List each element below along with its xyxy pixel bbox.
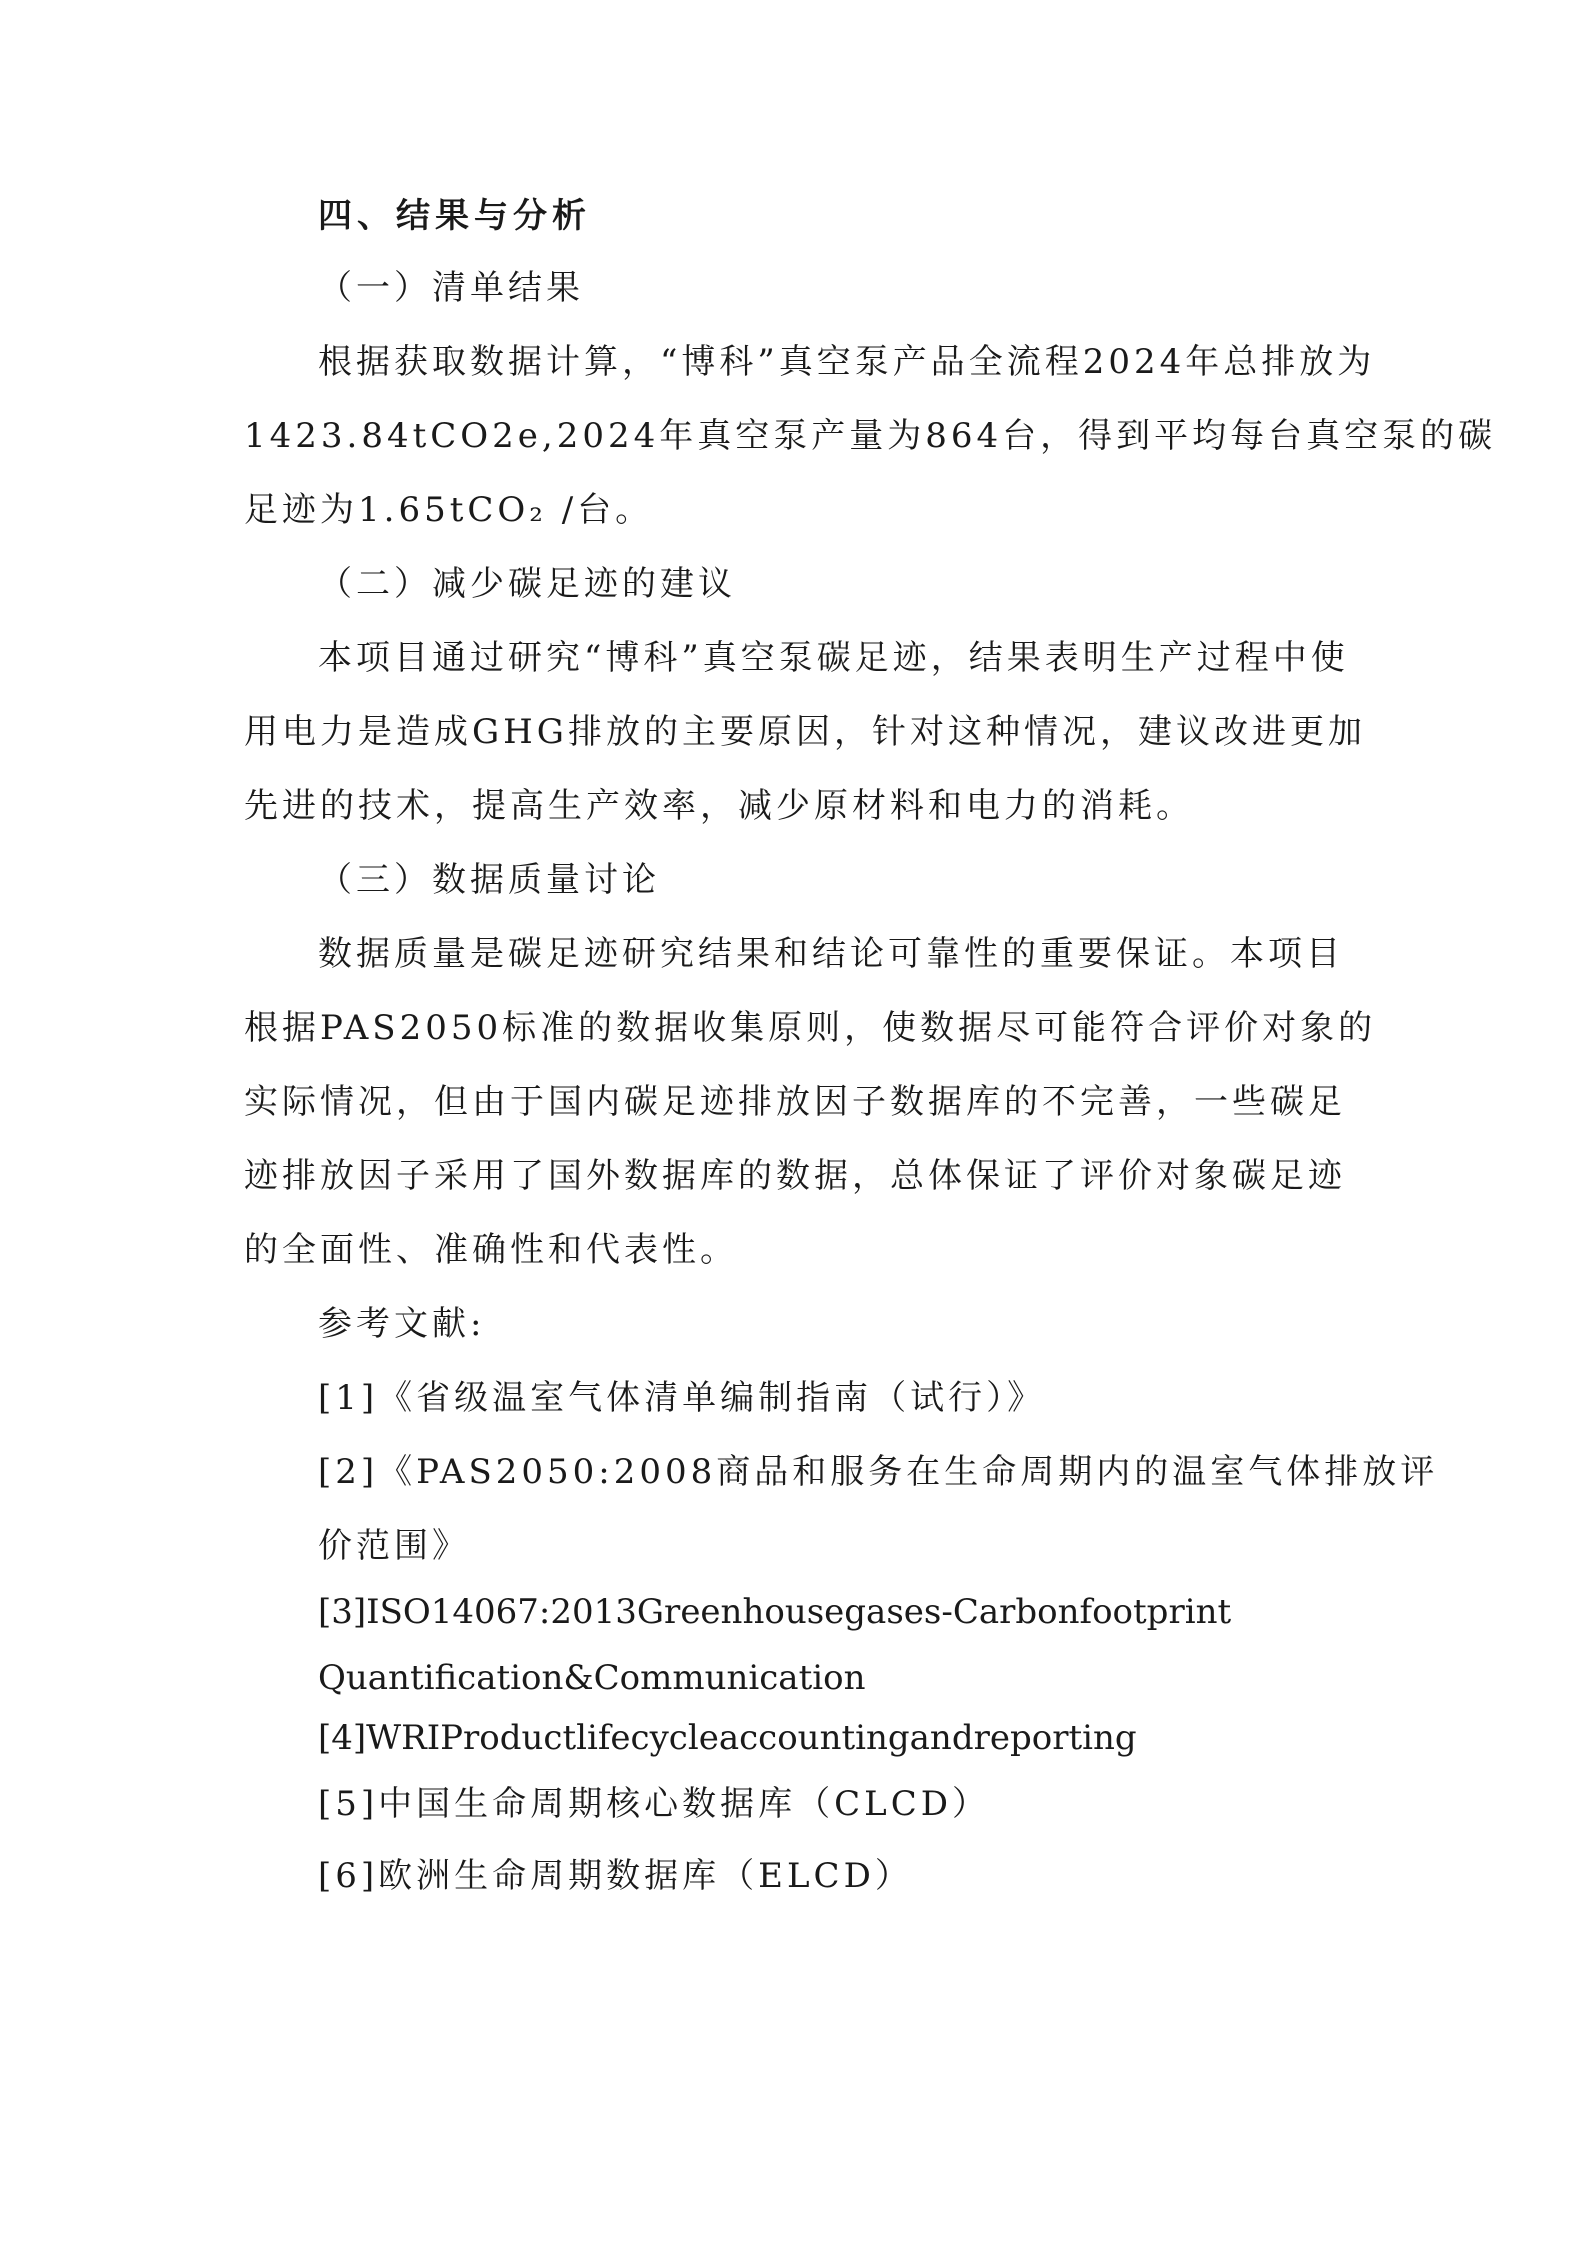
inventory-paragraph-line: 根据获取数据计算，“博科”真空泵产品全流程2024年总排放为 bbox=[318, 342, 1376, 382]
inventory-subheading: （一）清单结果 bbox=[318, 268, 584, 308]
reference-item: [1]《省级温室气体清单编制指南（试行）》 bbox=[318, 1378, 1046, 1418]
section-heading: 四、结果与分析 bbox=[318, 196, 591, 236]
reference-item-continuation: Quantification&Communication bbox=[318, 1658, 866, 1698]
reference-item: [2]《PAS2050:2008商品和服务在生命周期内的温室气体排放评 bbox=[318, 1452, 1439, 1492]
data-quality-subheading: （三）数据质量讨论 bbox=[318, 860, 660, 900]
reference-item-continuation: 价范围》 bbox=[318, 1526, 470, 1566]
reference-item: [6]欧洲生命周期数据库（ELCD） bbox=[318, 1856, 913, 1896]
suggestions-paragraph-line: 本项目通过研究“博科”真空泵碳足迹，结果表明生产过程中使 bbox=[318, 638, 1349, 678]
reference-item: [4]WRIProductlifecycleaccountingandreporting bbox=[318, 1718, 1137, 1758]
reference-item: [3]ISO14067:2013Greenhousegases-Carbonfootprint bbox=[318, 1592, 1232, 1632]
suggestions-paragraph-line: 先进的技术，提高生产效率，减少原材料和电力的消耗。 bbox=[244, 786, 1194, 826]
suggestions-subheading: （二）减少碳足迹的建议 bbox=[318, 564, 736, 604]
suggestions-paragraph-line: 用电力是造成GHG排放的主要原因，针对这种情况，建议改进更加 bbox=[244, 712, 1366, 752]
inventory-paragraph-line: 足迹为1.65tCO₂ /台。 bbox=[244, 490, 654, 530]
data-quality-paragraph-line: 的全面性、准确性和代表性。 bbox=[244, 1230, 738, 1270]
data-quality-paragraph-line: 数据质量是碳足迹研究结果和结论可靠性的重要保证。本项目 bbox=[318, 934, 1344, 974]
data-quality-paragraph-line: 根据PAS2050标准的数据收集原则，使数据尽可能符合评价对象的 bbox=[244, 1008, 1377, 1048]
data-quality-paragraph-line: 迹排放因子采用了国外数据库的数据，总体保证了评价对象碳足迹 bbox=[244, 1156, 1346, 1196]
reference-item: [5]中国生命周期核心数据库（CLCD） bbox=[318, 1784, 991, 1824]
data-quality-paragraph-line: 实际情况，但由于国内碳足迹排放因子数据库的不完善，一些碳足 bbox=[244, 1082, 1346, 1122]
inventory-paragraph-line: 1423.84tCO2e,2024年真空泵产量为864台，得到平均每台真空泵的碳 bbox=[244, 416, 1497, 456]
references-title: 参考文献: bbox=[318, 1304, 486, 1344]
